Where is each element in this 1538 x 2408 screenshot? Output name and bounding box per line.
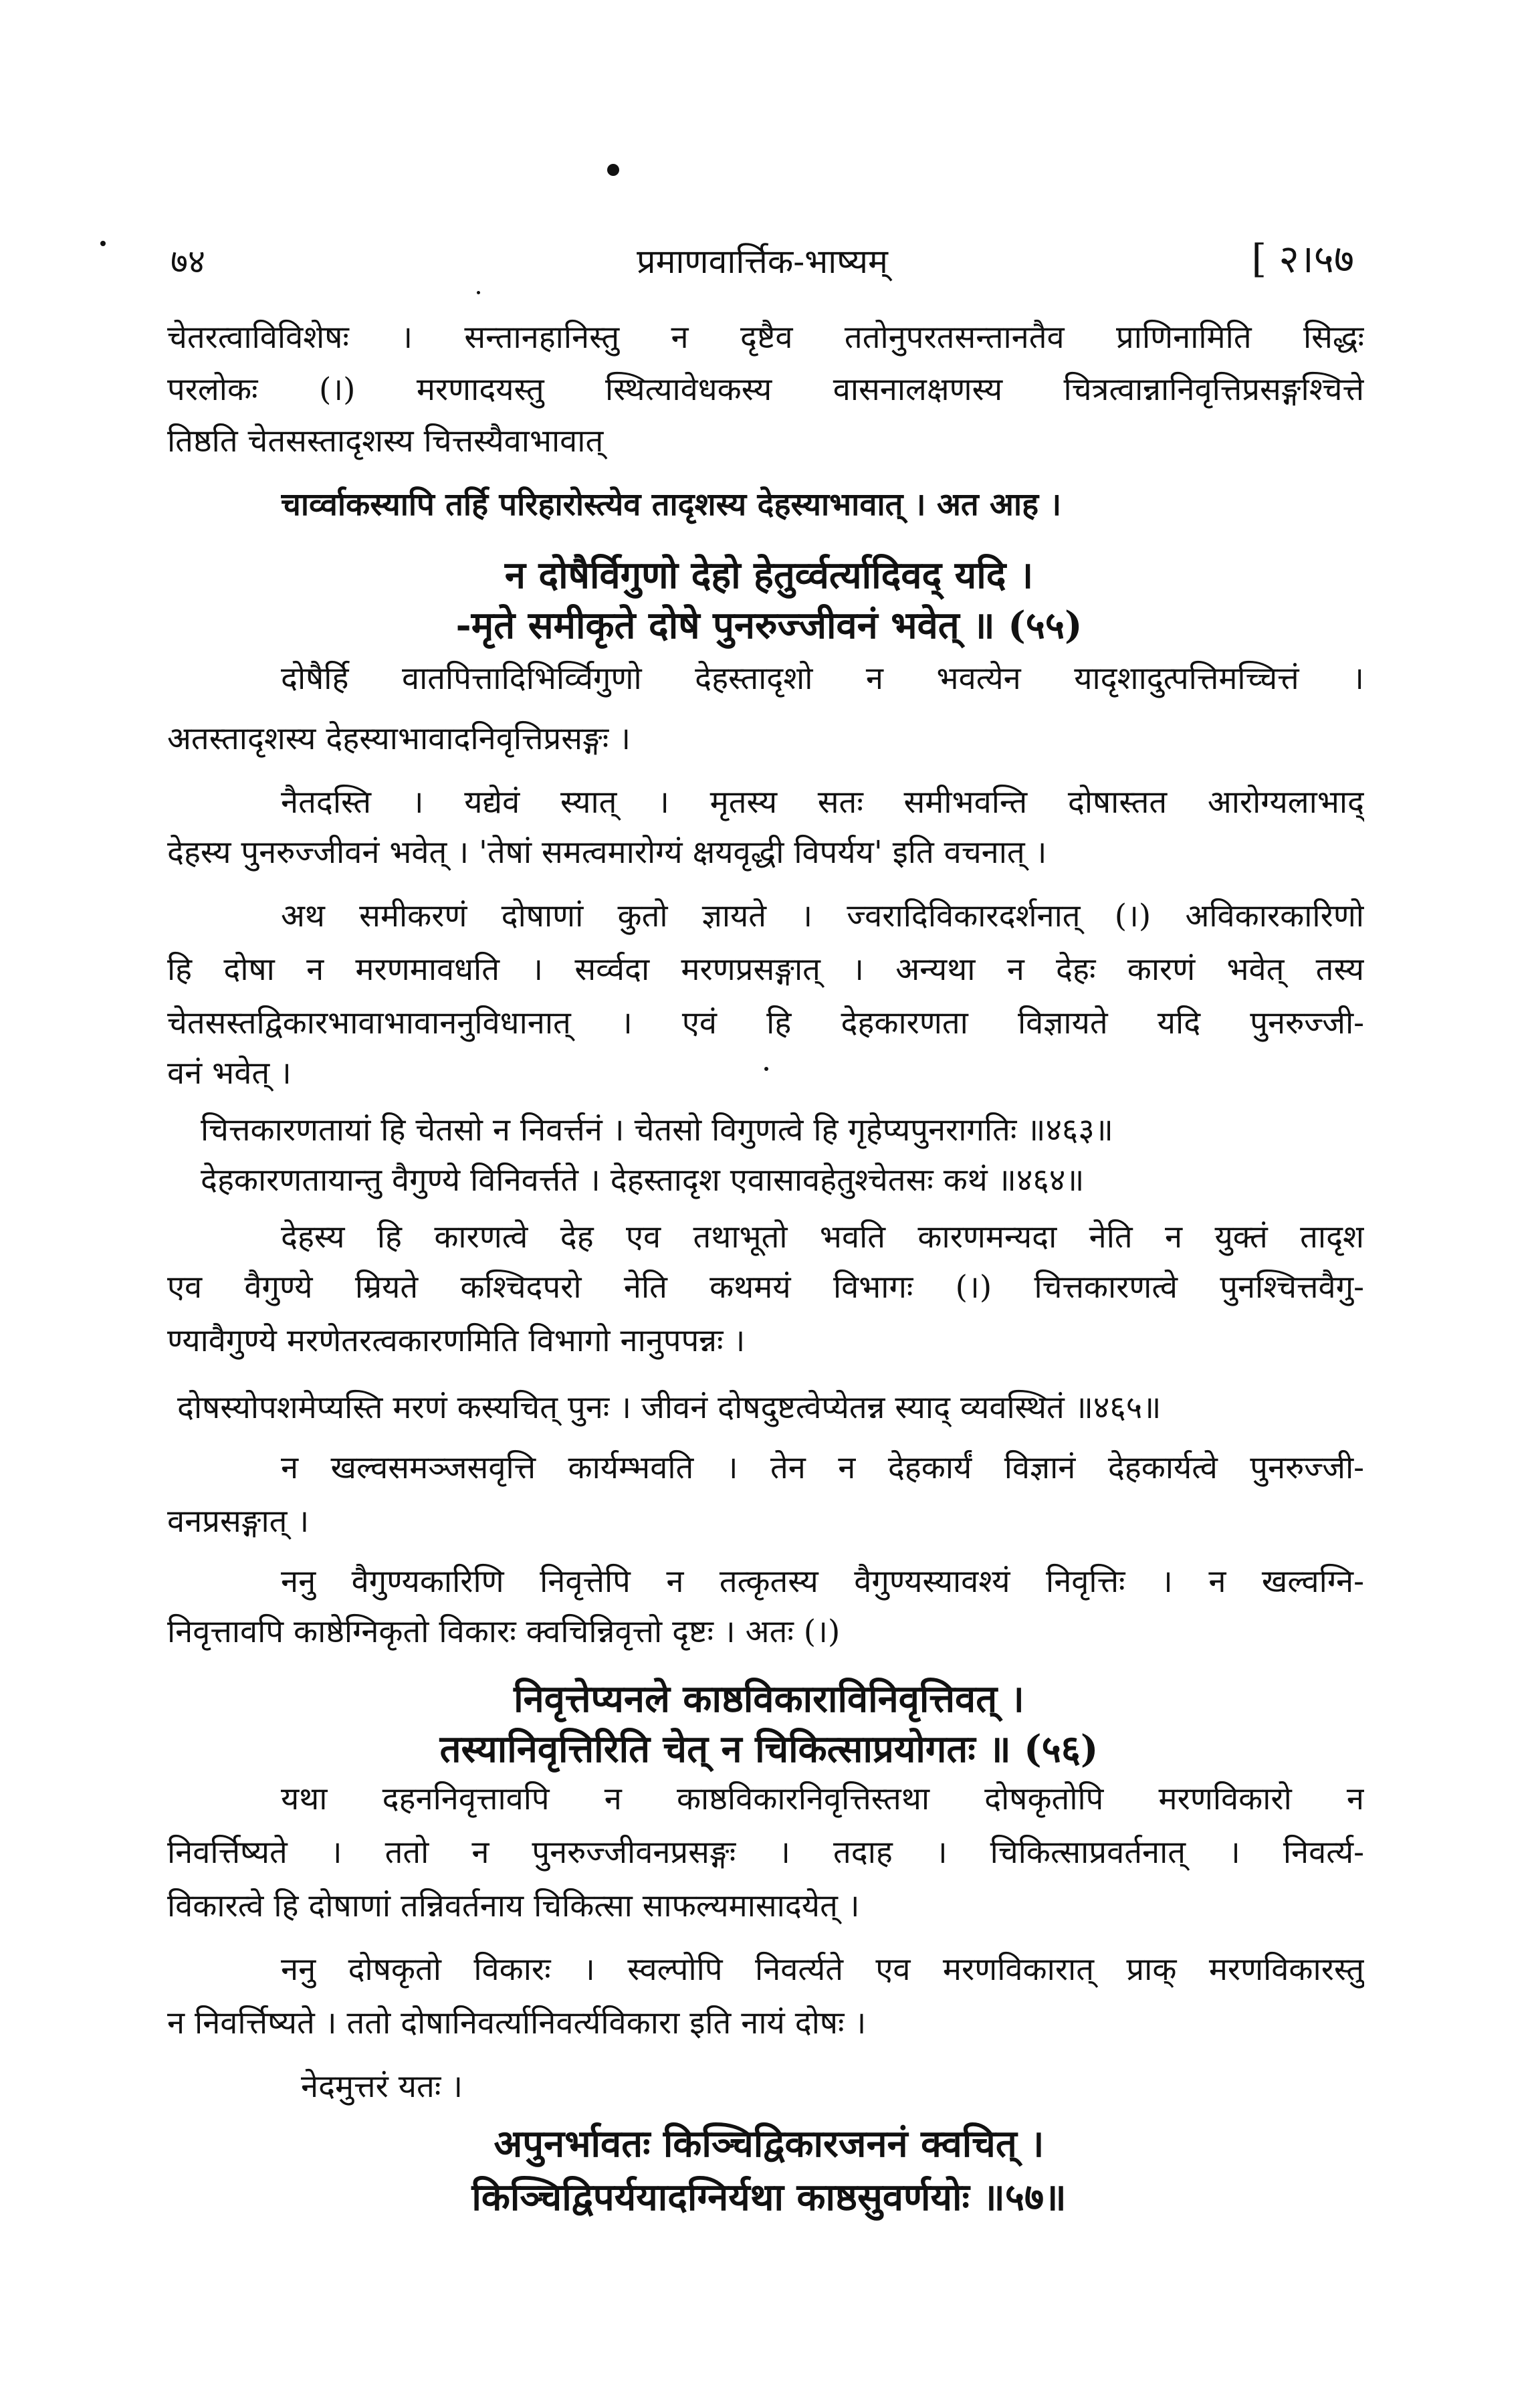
body-line: चेतरत्वाविविशेषः । सन्तानहानिस्तु न दृष्टैव ततोनुपरतसन्तानतैव प्राणिनामिति सिद्धः xyxy=(167,319,1364,356)
page-number: ७४ xyxy=(171,242,205,281)
body-line: वनं भवेत् । xyxy=(167,1055,292,1092)
section-reference: [ २।५७ xyxy=(1251,236,1354,282)
body-line: यथा दहननिवृत्तावपि न काष्ठविकारनिवृत्तिस्तथा दोषकृतोपि मरणविकारो न xyxy=(281,1781,1364,1817)
body-line: नैतदस्ति । यद्येवं स्यात् । मृतस्य सतः समीभवन्ति दोषास्तत आरोग्यलाभाद् xyxy=(281,784,1364,821)
body-line: एव वैगुण्ये म्रियते कश्चिदपरो नेति कथमयं विभागः (।) चित्तकारणत्वे पुनश्चित्तवैगु- xyxy=(167,1269,1364,1306)
running-title: प्रमाणवार्त्तिक-भाष्यम् xyxy=(637,242,888,281)
ink-speck xyxy=(477,291,480,294)
verse-line: अपुनर्भावतः किञ्चिद्विकारजननं क्वचित् । xyxy=(493,2122,1045,2166)
body-line: निवृत्तावपि काष्ठेग्निकृतो विकारः क्वचिन्निवृत्तो दृष्टः । अतः (।) xyxy=(167,1613,841,1650)
verse-line: किञ्चिद्विपर्ययादग्निर्यथा काष्ठसुवर्णयोः ॥५७॥ xyxy=(471,2175,1067,2219)
body-line: परलोकः (।) मरणादयस्तु स्थित्यावेधकस्य वासनालक्षणस्य चित्रत्वान्नानिवृत्तिप्रसङ्गश्चित्ते xyxy=(167,371,1364,408)
verse-line: निवृत्तेप्यनले काष्ठविकाराविनिवृत्तिवत् । xyxy=(514,1677,1024,1721)
body-line: तिष्ठति चेतसस्तादृशस्य चित्तस्यैवाभावात् xyxy=(167,423,604,460)
verse-line: चित्तकारणतायां हि चेतसो न निवर्त्तनं । चेतसो विगुणत्वे हि गृहेप्यपुनरागतिः ॥४६३॥ xyxy=(201,1112,1113,1148)
body-line: दोषैर्हि वातपित्तादिभिर्व्विगुणो देहस्तादृशो न भवत्येन यादृशादुत्पत्तिमच्चित्तं । xyxy=(281,660,1364,697)
body-line: चेतसस्तद्विकारभावाभावाननुविधानात् । एवं हि देहकारणता विज्ञायते यदि पुनरुज्जी- xyxy=(167,1005,1364,1041)
verse-line: -मृते समीकृते दोषे पुनरुज्जीवनं भवेत् ॥ (५५) xyxy=(455,603,1083,647)
body-line: नेदमुत्तरं यतः । xyxy=(301,2068,463,2105)
body-line: ण्यावैगुण्ये मरणेतरत्वकारणमिति विभागो नानुपपन्नः । xyxy=(167,1322,746,1359)
body-line: चार्व्वाकस्यापि तर्हि परिहारोस्त्येव तादृशस्य देहस्याभावात् । अत आह । xyxy=(281,486,1062,523)
body-line: वनप्रसङ्गात् । xyxy=(167,1503,310,1540)
body-line: देहस्य हि कारणत्वे देह एव तथाभूतो भवति कारणमन्यदा नेति न युक्तं तादृश xyxy=(281,1219,1364,1256)
ink-speck xyxy=(607,164,619,176)
verse-line: न दोषैर्विगुणो देहो हेतुर्व्वर्त्यादिवद् यदि । xyxy=(504,553,1034,597)
body-line: न निवर्त्तिष्यते । ततो दोषानिवर्त्यानिवर्त्यविकारा इति नायं दोषः । xyxy=(167,2005,867,2041)
body-line: ननु वैगुण्यकारिणि निवृत्तेपि न तत्कृतस्य वैगुण्यस्यावश्यं निवृत्तिः । न खल्वग्नि- xyxy=(281,1563,1364,1600)
verse-line: तस्यानिवृत्तिरिति चेत् न चिकित्साप्रयोगतः ॥ (५६) xyxy=(439,1727,1099,1771)
body-line: अतस्तादृशस्य देहस्याभावादनिवृत्तिप्रसङ्गः । xyxy=(167,720,631,757)
body-line: विकारत्वे हि दोषाणां तन्निवर्तनाय चिकित्सा साफल्यमासादयेत् । xyxy=(167,1888,860,1924)
body-line: अथ समीकरणं दोषाणां कुतो ज्ञायते । ज्वरादिविकारदर्शनात् (।) अविकारकारिणो xyxy=(281,898,1364,934)
body-line: न खल्वसमञ्जसवृत्ति कार्यम्भवति । तेन न देहकार्यं विज्ञानं देहकार्यत्वे पुनरुज्जी- xyxy=(281,1449,1364,1486)
body-line: निवर्त्तिष्यते । ततो न पुनरुज्जीवनप्रसङ्गः । तदाह । चिकित्साप्रवर्तनात् । निवर्त्य- xyxy=(167,1834,1364,1871)
verse-line: दोषस्योपशमेप्यस्ति मरणं कस्यचित् पुनः । जीवनं दोषदुष्टत्वेप्येतन्न स्याद् व्यवस्थितं ॥४६५॥ xyxy=(177,1389,1162,1426)
verse-line: देहकारणतायान्तु वैगुण्ये विनिवर्त्तते । देहस्तादृश एवासावहेतुश्चेतसः कथं ॥४६४॥ xyxy=(201,1162,1085,1199)
page-header xyxy=(171,231,1354,284)
ink-speck xyxy=(100,241,106,246)
body-line: हि दोषा न मरणमावधति । सर्व्वदा मरणप्रसङ्गात् । अन्यथा न देहः कारणं भवेत् तस्य xyxy=(167,951,1364,988)
body-line: ननु दोषकृतो विकारः । स्वल्पोपि निवर्त्यते एव मरणविकारात् प्राक् मरणविकारस्तु xyxy=(281,1951,1364,1988)
body-line: देहस्य पुनरुज्जीवनं भवेत् । 'तेषां समत्वमारोग्यं क्षयवृद्धी विपर्यय' इति वचनात् । xyxy=(167,834,1047,871)
